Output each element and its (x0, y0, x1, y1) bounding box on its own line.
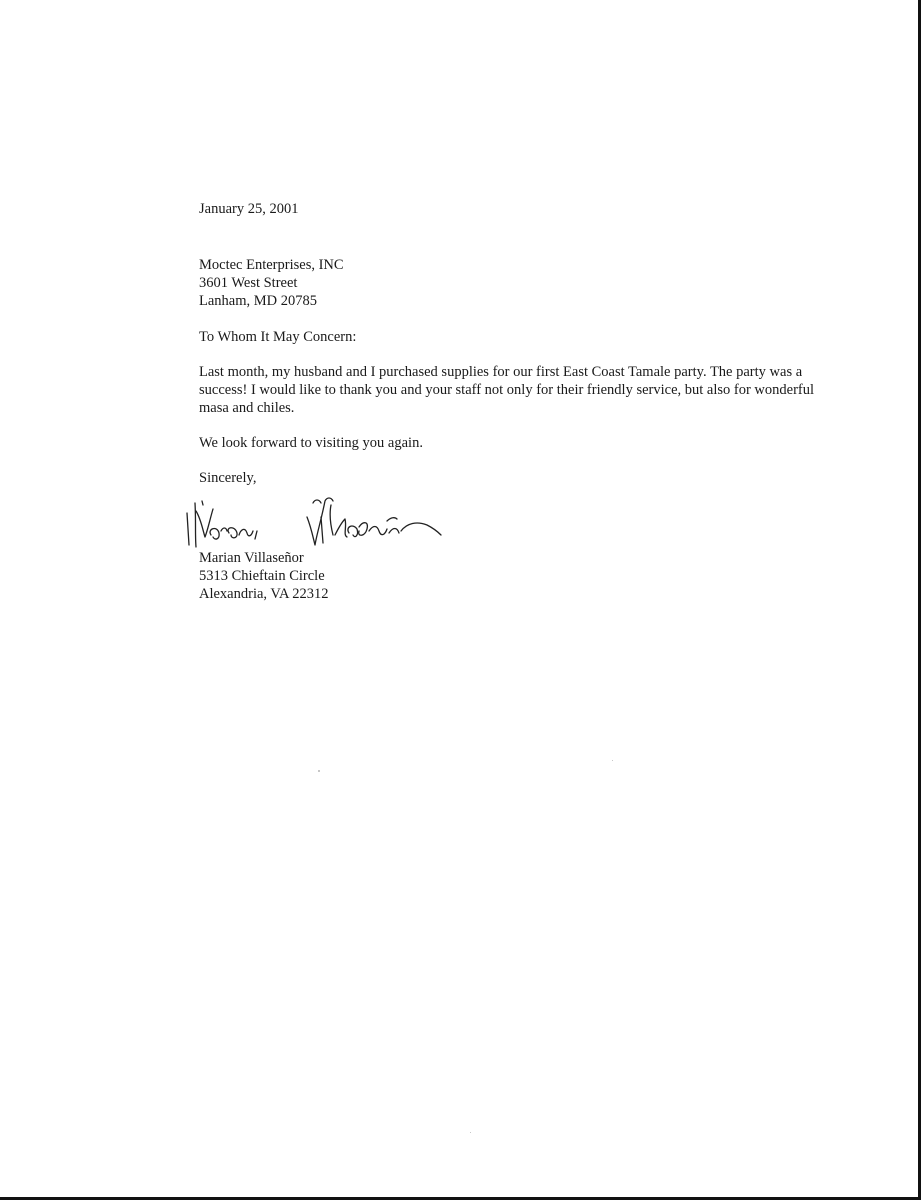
scan-speck (470, 1132, 471, 1133)
letter-date: January 25, 2001 (199, 201, 299, 217)
recipient-name: Moctec Enterprises, INC (199, 257, 344, 273)
complimentary-close: Sincerely, (199, 470, 257, 486)
body-paragraph-closing-line: We look forward to visiting you again. (199, 435, 423, 451)
sender-name: Marian Villaseñor (199, 550, 304, 566)
body-paragraph: Last month, my husband and I purchased supplies for our first East Coast Tamale party. The party was a success! I would like to thank you and your staff not only for their friendly service, but also for wonderful masa and chiles. (199, 364, 815, 416)
recipient-address (199, 256, 839, 310)
recipient-city-state-zip: Lanham, MD 20785 (199, 293, 317, 309)
sender-city-state-zip: Alexandria, VA 22312 (199, 586, 329, 602)
letter-content (199, 200, 839, 621)
recipient-street: 3601 West Street (199, 275, 298, 291)
scan-speck (318, 770, 320, 772)
scan-speck (612, 760, 613, 761)
sender-street: 5313 Chieftain Circle (199, 568, 325, 584)
salutation: To Whom It May Concern: (199, 329, 357, 345)
sender-address (199, 549, 839, 603)
